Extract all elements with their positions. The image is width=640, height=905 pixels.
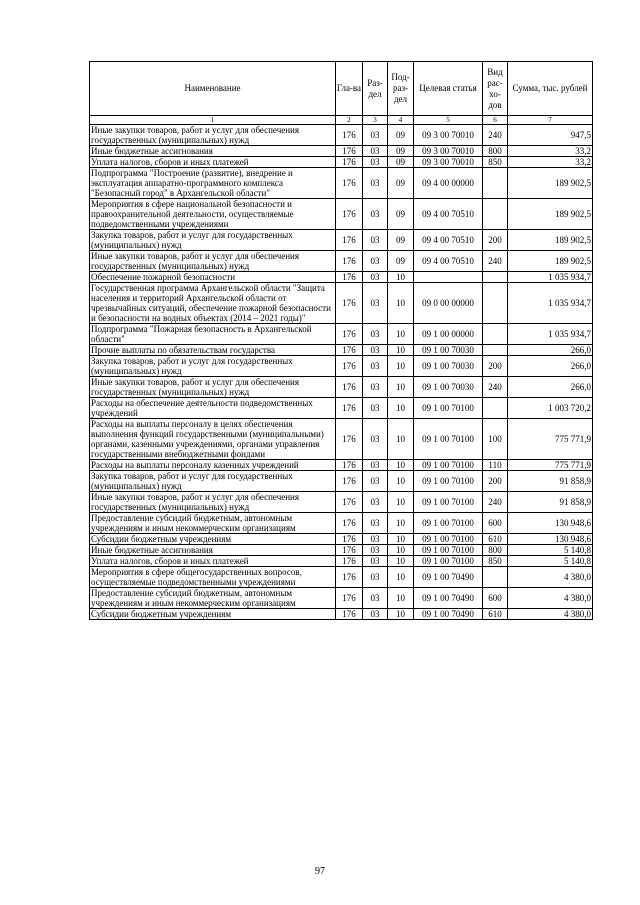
row-kind: 600 (483, 513, 508, 534)
row-name: Мероприятия в сфере национальной безопасности и правоохранительной деятельности, осуществляемые подведомственными учреждениями (90, 199, 336, 230)
table-row (90, 356, 593, 377)
row-section: 03 (363, 460, 388, 471)
row-sum: 33,2 (508, 157, 593, 168)
row-section: 03 (363, 545, 388, 556)
row-sum: 1 003 720,2 (508, 398, 593, 419)
row-chapter: 176 (336, 324, 363, 345)
row-subsection: 10 (388, 419, 414, 460)
table-row (90, 146, 593, 157)
row-sum: 5 140,8 (508, 545, 593, 556)
table-row (90, 588, 593, 609)
row-kind: 610 (483, 534, 508, 545)
table-row (90, 471, 593, 492)
row-kind: 110 (483, 460, 508, 471)
row-target: 09 3 00 70010 (414, 146, 483, 157)
row-chapter: 176 (336, 534, 363, 545)
row-subsection: 09 (388, 168, 414, 199)
row-sum: 4 380,0 (508, 567, 593, 588)
row-section: 03 (363, 157, 388, 168)
row-target: 09 1 00 70030 (414, 356, 483, 377)
row-name: Уплата налогов, сборов и иных платежей (90, 157, 336, 168)
row-chapter: 176 (336, 567, 363, 588)
row-kind (483, 345, 508, 356)
row-sum: 91 858,9 (508, 492, 593, 513)
table-row (90, 345, 593, 356)
header-kind: Вид рас-хо-дов (483, 62, 508, 116)
row-sum: 4 380,0 (508, 588, 593, 609)
row-subsection: 09 (388, 125, 414, 146)
row-name: Иные закупки товаров, работ и услуг для обеспечения государственных (муниципальных) нужд (90, 125, 336, 146)
table-row (90, 168, 593, 199)
row-subsection: 10 (388, 460, 414, 471)
table-row (90, 199, 593, 230)
row-name: Государственная программа Архангельской области "Защита населения и территорий Архангельской области от чрезвычайных ситуаций, обеспечение пожарной безопасности и безопасности на водных объектах (2014 – 2021 годы)" (90, 283, 336, 324)
row-section: 03 (363, 146, 388, 157)
row-subsection: 09 (388, 199, 414, 230)
row-kind: 850 (483, 556, 508, 567)
page-number: 97 (315, 866, 325, 877)
row-target: 09 1 00 70100 (414, 513, 483, 534)
header-subsection: Под-раз-дел (388, 62, 414, 116)
budget-table-sheet (89, 61, 592, 620)
row-subsection: 09 (388, 146, 414, 157)
budget-table-body (90, 125, 593, 620)
row-target: 09 1 00 70030 (414, 377, 483, 398)
row-section: 03 (363, 492, 388, 513)
column-number: 6 (483, 116, 508, 125)
row-chapter: 176 (336, 168, 363, 199)
row-kind: 800 (483, 146, 508, 157)
table-row (90, 157, 593, 168)
row-chapter: 176 (336, 398, 363, 419)
row-target (414, 272, 483, 283)
row-kind (483, 272, 508, 283)
row-sum: 189 902,5 (508, 251, 593, 272)
column-number: 5 (414, 116, 483, 125)
row-target: 09 1 00 70490 (414, 567, 483, 588)
row-sum: 266,0 (508, 377, 593, 398)
row-target: 09 1 00 70100 (414, 460, 483, 471)
row-target: 09 1 00 70100 (414, 419, 483, 460)
row-kind (483, 398, 508, 419)
table-row (90, 492, 593, 513)
row-kind: 600 (483, 588, 508, 609)
column-number: 1 (90, 116, 336, 125)
row-kind: 240 (483, 492, 508, 513)
row-chapter: 176 (336, 419, 363, 460)
row-sum: 266,0 (508, 345, 593, 356)
row-section: 03 (363, 609, 388, 620)
row-chapter: 176 (336, 251, 363, 272)
row-kind (483, 199, 508, 230)
row-sum: 775 771,9 (508, 460, 593, 471)
row-subsection: 09 (388, 251, 414, 272)
row-chapter: 176 (336, 471, 363, 492)
row-chapter: 176 (336, 545, 363, 556)
row-subsection: 10 (388, 534, 414, 545)
table-row (90, 545, 593, 556)
header-section: Раз-дел (363, 62, 388, 116)
row-name: Иные бюджетные ассигнования (90, 545, 336, 556)
row-subsection: 10 (388, 545, 414, 556)
row-sum: 1 035 934,7 (508, 283, 593, 324)
row-kind (483, 324, 508, 345)
table-row (90, 125, 593, 146)
row-section: 03 (363, 513, 388, 534)
row-name: Подпрограмма "Пожарная безопасность в Архангельской области" (90, 324, 336, 345)
row-section: 03 (363, 345, 388, 356)
row-section: 03 (363, 272, 388, 283)
column-number: 4 (388, 116, 414, 125)
budget-table (89, 61, 593, 620)
row-target: 09 4 00 00000 (414, 168, 483, 199)
row-section: 03 (363, 125, 388, 146)
row-target: 09 1 00 00000 (414, 324, 483, 345)
row-subsection: 09 (388, 157, 414, 168)
row-subsection: 10 (388, 398, 414, 419)
row-name: Иные закупки товаров, работ и услуг для обеспечения государственных (муниципальных) нужд (90, 377, 336, 398)
table-row (90, 534, 593, 545)
column-number: 2 (336, 116, 363, 125)
row-subsection: 10 (388, 377, 414, 398)
row-name: Закупка товаров, работ и услуг для государственных (муниципальных) нужд (90, 471, 336, 492)
row-section: 03 (363, 283, 388, 324)
row-subsection: 10 (388, 283, 414, 324)
header-name: Наименование (90, 62, 336, 116)
row-name: Подпрограмма "Построение (развитие), внедрение и эксплуатация аппаратно-программного комплекса "Безопасный город" в Архангельской области" (90, 168, 336, 199)
row-kind: 200 (483, 230, 508, 251)
table-row (90, 567, 593, 588)
row-section: 03 (363, 567, 388, 588)
table-row (90, 513, 593, 534)
row-chapter: 176 (336, 146, 363, 157)
row-name: Субсидии бюджетным учреждениям (90, 534, 336, 545)
row-kind: 610 (483, 609, 508, 620)
row-kind: 100 (483, 419, 508, 460)
row-target: 09 1 00 70100 (414, 471, 483, 492)
row-sum: 130 948,6 (508, 534, 593, 545)
row-sum: 91 858,9 (508, 471, 593, 492)
row-name: Обеспечение пожарной безопасности (90, 272, 336, 283)
row-kind: 200 (483, 471, 508, 492)
row-chapter: 176 (336, 556, 363, 567)
row-name: Иные закупки товаров, работ и услуг для обеспечения государственных (муниципальных) нужд (90, 251, 336, 272)
row-subsection: 10 (388, 356, 414, 377)
row-target: 09 1 00 70030 (414, 345, 483, 356)
row-section: 03 (363, 471, 388, 492)
row-subsection: 10 (388, 272, 414, 283)
row-name: Расходы на обеспечение деятельности подведомственных учреждений (90, 398, 336, 419)
row-target: 09 4 00 70510 (414, 230, 483, 251)
row-sum: 33,2 (508, 146, 593, 157)
row-kind: 240 (483, 125, 508, 146)
row-target: 09 3 00 70010 (414, 125, 483, 146)
row-section: 03 (363, 419, 388, 460)
row-name: Мероприятия в сфере общегосударственных вопросов, осуществляемые подведомственными учреждениями (90, 567, 336, 588)
table-row (90, 283, 593, 324)
row-chapter: 176 (336, 356, 363, 377)
row-target: 09 0 00 00000 (414, 283, 483, 324)
column-number: 3 (363, 116, 388, 125)
table-row (90, 377, 593, 398)
row-kind: 800 (483, 545, 508, 556)
row-name: Закупка товаров, работ и услуг для государственных (муниципальных) нужд (90, 230, 336, 251)
row-sum: 189 902,5 (508, 168, 593, 199)
row-section: 03 (363, 251, 388, 272)
row-subsection: 09 (388, 230, 414, 251)
row-sum: 1 035 934,7 (508, 324, 593, 345)
row-subsection: 10 (388, 513, 414, 534)
table-row (90, 419, 593, 460)
row-name: Закупка товаров, работ и услуг для государственных (муниципальных) нужд (90, 356, 336, 377)
table-row (90, 609, 593, 620)
table-row (90, 272, 593, 283)
row-chapter: 176 (336, 125, 363, 146)
row-target: 09 1 00 70100 (414, 492, 483, 513)
row-chapter: 176 (336, 377, 363, 398)
row-name: Субсидии бюджетным учреждениям (90, 609, 336, 620)
row-sum: 1 035 934,7 (508, 272, 593, 283)
row-section: 03 (363, 168, 388, 199)
row-chapter: 176 (336, 588, 363, 609)
row-kind: 850 (483, 157, 508, 168)
row-kind: 240 (483, 377, 508, 398)
row-chapter: 176 (336, 492, 363, 513)
header-chapter: Гла-ва (336, 62, 363, 116)
row-kind (483, 168, 508, 199)
table-row (90, 460, 593, 471)
row-chapter: 176 (336, 345, 363, 356)
row-chapter: 176 (336, 199, 363, 230)
row-name: Расходы на выплаты персоналу в целях обеспечения выполнения функций государственными (муниципальными) органами, казенными учреждениями, органами управления государственными внебюджетными фондами (90, 419, 336, 460)
row-target: 09 1 00 70490 (414, 588, 483, 609)
row-target: 09 1 00 70100 (414, 545, 483, 556)
row-section: 03 (363, 324, 388, 345)
row-target: 09 3 00 70010 (414, 157, 483, 168)
table-row (90, 230, 593, 251)
row-kind: 200 (483, 356, 508, 377)
row-target: 09 1 00 70100 (414, 398, 483, 419)
row-section: 03 (363, 588, 388, 609)
row-subsection: 10 (388, 609, 414, 620)
row-name: Иные бюджетные ассигнования (90, 146, 336, 157)
row-subsection: 10 (388, 588, 414, 609)
row-subsection: 10 (388, 345, 414, 356)
row-section: 03 (363, 377, 388, 398)
row-sum: 5 140,8 (508, 556, 593, 567)
row-target: 09 1 00 70100 (414, 534, 483, 545)
row-sum: 4 380,0 (508, 609, 593, 620)
row-chapter: 176 (336, 283, 363, 324)
row-name: Иные закупки товаров, работ и услуг для обеспечения государственных (муниципальных) нужд (90, 492, 336, 513)
row-chapter: 176 (336, 157, 363, 168)
row-name: Предоставление субсидий бюджетным, автономным учреждениям и иным некоммерческим организациям (90, 588, 336, 609)
row-section: 03 (363, 534, 388, 545)
row-sum: 266,0 (508, 356, 593, 377)
row-sum: 947,5 (508, 125, 593, 146)
row-name: Прочие выплаты по обязательствам государства (90, 345, 336, 356)
row-name: Расходы на выплаты персоналу казенных учреждений (90, 460, 336, 471)
row-name: Предоставление субсидий бюджетным, автономным учреждениям и иным некоммерческим организациям (90, 513, 336, 534)
table-row (90, 556, 593, 567)
row-kind: 240 (483, 251, 508, 272)
column-number: 7 (508, 116, 593, 125)
row-section: 03 (363, 199, 388, 230)
row-subsection: 10 (388, 324, 414, 345)
row-section: 03 (363, 230, 388, 251)
header-sum: Сумма, тыс. рублей (508, 62, 593, 116)
row-sum: 189 902,5 (508, 230, 593, 251)
row-subsection: 10 (388, 492, 414, 513)
row-target: 09 1 00 70100 (414, 556, 483, 567)
header-row (90, 62, 593, 116)
row-kind (483, 567, 508, 588)
row-target: 09 4 00 70510 (414, 199, 483, 230)
row-section: 03 (363, 356, 388, 377)
row-target: 09 4 00 70510 (414, 251, 483, 272)
table-row (90, 398, 593, 419)
row-kind (483, 283, 508, 324)
row-sum: 775 771,9 (508, 419, 593, 460)
table-row (90, 324, 593, 345)
table-row (90, 251, 593, 272)
row-chapter: 176 (336, 230, 363, 251)
row-subsection: 10 (388, 567, 414, 588)
row-sum: 130 948,6 (508, 513, 593, 534)
row-chapter: 176 (336, 460, 363, 471)
row-name: Уплата налогов, сборов и иных платежей (90, 556, 336, 567)
row-sum: 189 902,5 (508, 199, 593, 230)
row-chapter: 176 (336, 513, 363, 534)
column-number-row (90, 116, 593, 125)
row-subsection: 10 (388, 556, 414, 567)
row-target: 09 1 00 70490 (414, 609, 483, 620)
row-section: 03 (363, 556, 388, 567)
row-chapter: 176 (336, 609, 363, 620)
row-section: 03 (363, 398, 388, 419)
header-target: Целевая статья (414, 62, 483, 116)
row-subsection: 10 (388, 471, 414, 492)
row-chapter: 176 (336, 272, 363, 283)
